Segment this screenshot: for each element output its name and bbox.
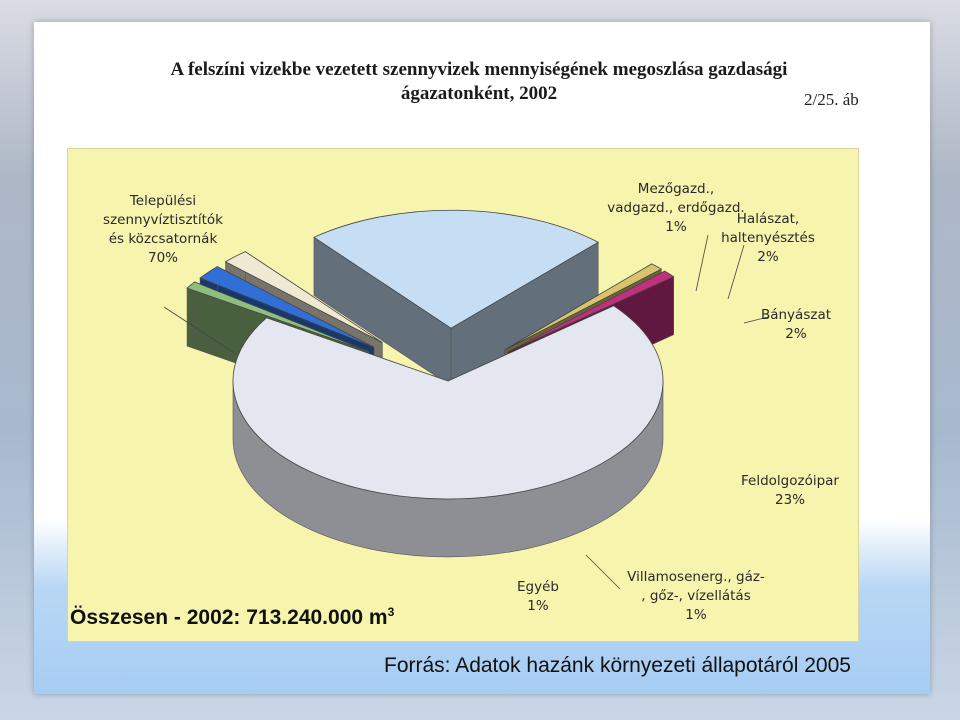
total-unit-sup: 3: [387, 605, 395, 619]
slice-label-line-feldolgozoipar-0: Feldolgozóipar: [741, 473, 839, 489]
chart-title-line1: A felszíni vizekbe vezetett szennyvizek mennyiségének megoszlása gazdasági: [170, 59, 788, 80]
slice-label-line-villamos-0: Villamosenerg., gáz-: [627, 569, 765, 585]
figure-number: 2/25. áb: [804, 90, 859, 109]
slice-label-line-egyeb-0: Egyéb: [517, 579, 559, 595]
slice-label-line-halaszat-2: 2%: [757, 249, 779, 265]
slice-label-telepulesi: [103, 193, 223, 266]
leader-line-mezogazd: [696, 235, 708, 291]
slice-label-line-villamos-2: 1%: [685, 607, 707, 623]
slice-label-line-telepulesi-1: szennyvíztisztítók: [103, 212, 223, 228]
slice-label-line-feldolgozoipar-1: 23%: [774, 492, 806, 508]
total-text: Összesen - 2002: 713.240.000 m: [70, 606, 388, 629]
leader-line-halaszat: [728, 245, 744, 299]
slice-label-banyaszat: [761, 307, 831, 342]
slice-label-line-banyaszat-1: 2%: [785, 326, 807, 342]
slice-label-line-villamos-1: , gőz-, vízellátás: [641, 588, 751, 604]
slice-label-line-telepulesi-0: Települési: [129, 193, 197, 209]
slice-label-line-mezogazd-2: 1%: [665, 219, 687, 235]
chart-title: [94, 58, 864, 106]
slice-label-line-mezogazd-1: vadgazd., erdőgazd.: [607, 200, 745, 216]
total-label: [70, 605, 394, 630]
chart-title-line2: ágazatonként, 2002: [400, 83, 558, 104]
slice-label-line-halaszat-1: haltenyésztés: [721, 230, 815, 246]
slice-label-line-banyaszat-0: Bányászat: [760, 307, 832, 323]
slide: [34, 22, 930, 694]
source-note: Forrás: Adatok hazánk környezeti állapotáról 2005: [384, 654, 851, 677]
slice-label-line-egyeb-1: 1%: [527, 598, 549, 614]
slice-label-egyeb: [517, 579, 559, 614]
leader-line-villamos: [586, 555, 620, 589]
slice-label-villamos: [627, 569, 765, 623]
slice-label-line-mezogazd-0: Mezőgazd.,: [637, 181, 715, 197]
slice-label-feldolgozoipar: [741, 473, 839, 508]
slice-label-line-telepulesi-2: és közcsatornák: [108, 231, 218, 247]
slice-label-line-halaszat-0: Halászat,: [736, 211, 800, 227]
slice-label-mezogazd: [607, 181, 744, 235]
chart-panel: [67, 148, 859, 642]
pie-chart: [68, 149, 858, 641]
slice-label-halaszat: [721, 211, 815, 265]
slice-label-line-telepulesi-3: 70%: [147, 250, 179, 266]
